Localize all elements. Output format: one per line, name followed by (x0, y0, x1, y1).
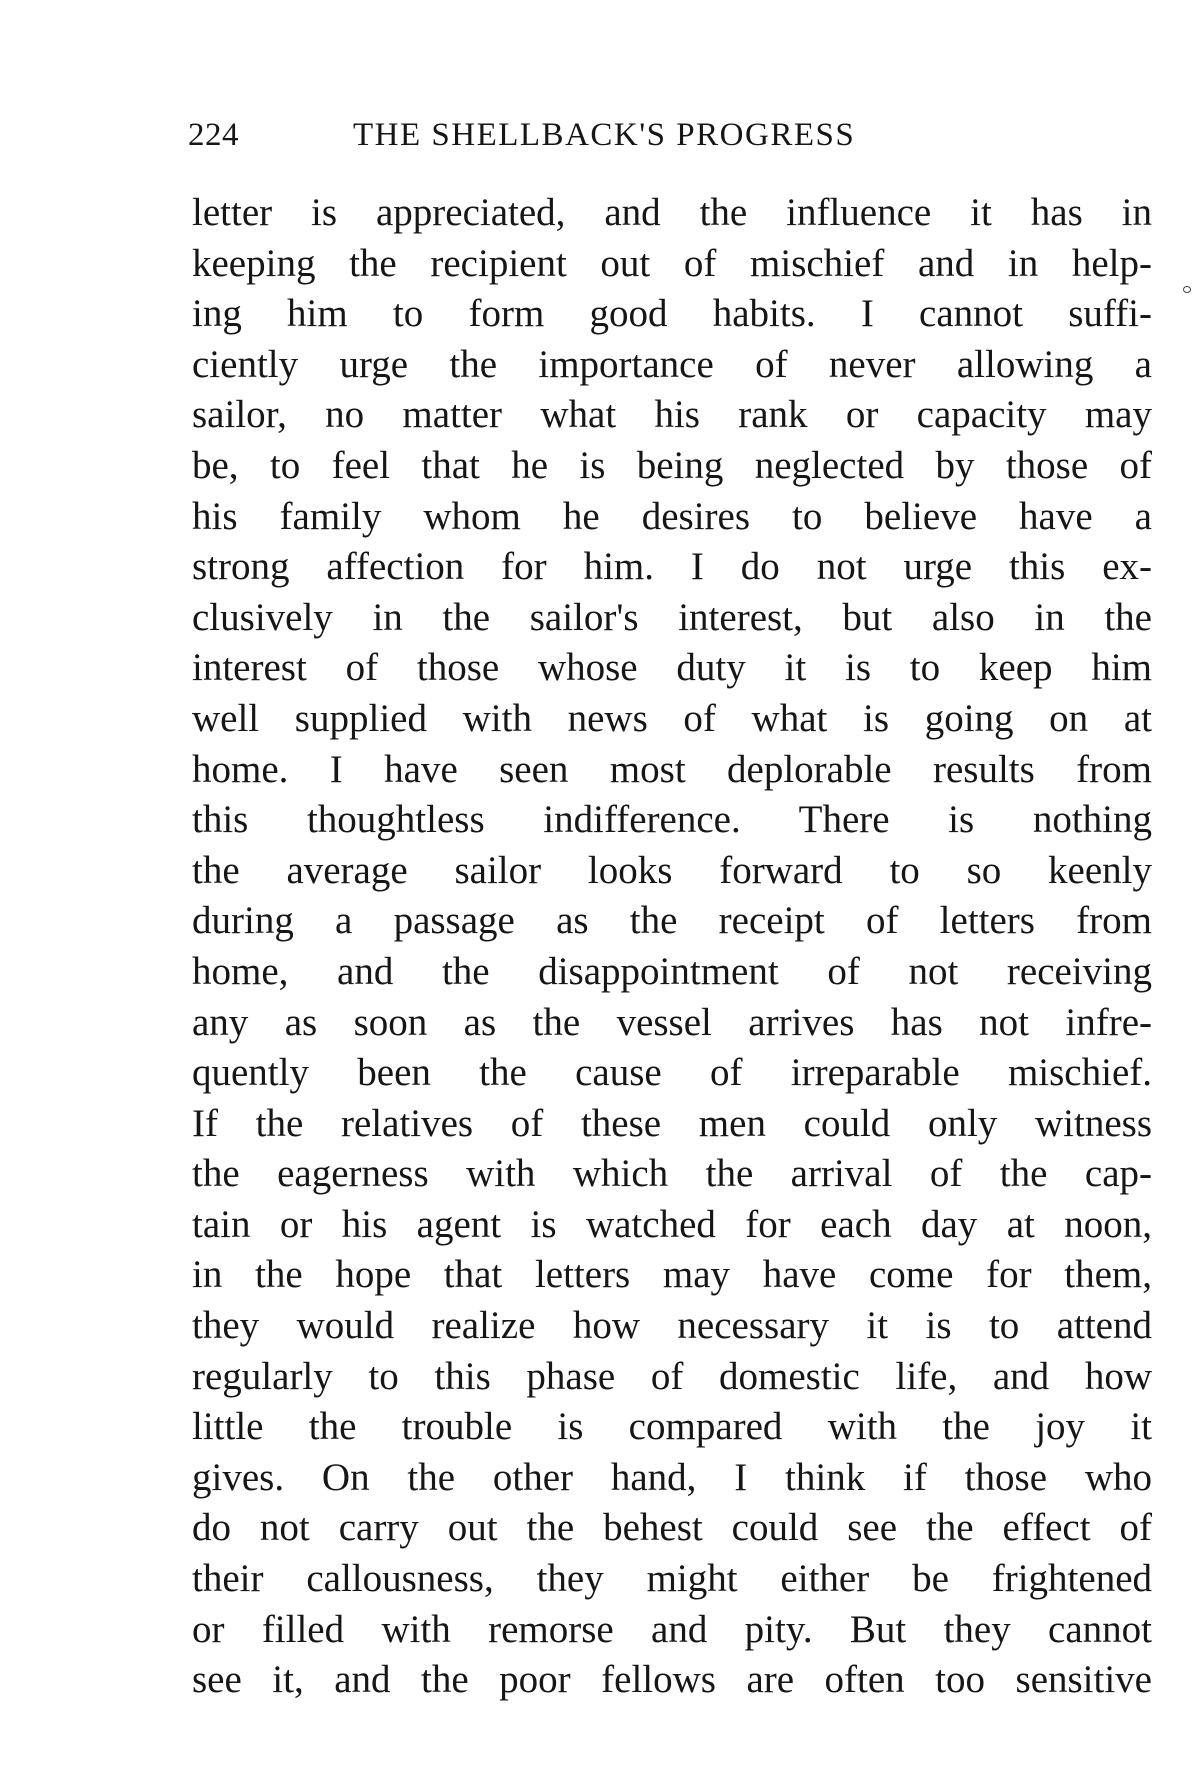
text-line-20: the eagerness with which the arrival of the cap- (192, 1152, 1152, 1196)
text-line-26: gives. On the other hand, I think if those who (192, 1455, 1152, 1499)
running-head (188, 112, 1148, 158)
text-line-2: keeping the recipient out of mischief and in help- (192, 241, 1152, 285)
text-line-7: his family whom he desires to believe have a (192, 494, 1152, 538)
text-line-8: strong affection for him. I do not urge this ex- (192, 545, 1152, 589)
text-line-5: sailor, no matter what his rank or capacity may (192, 393, 1152, 437)
text-line-16: home, and the disappointment of not receiving (192, 949, 1152, 993)
text-line-29: or filled with remorse and pity. But they cannot (192, 1607, 1152, 1651)
text-line-25: little the trouble is compared with the joy it (192, 1405, 1152, 1449)
text-line-11: well supplied with news of what is going on at (192, 696, 1152, 740)
text-line-15: during a passage as the receipt of letters from (192, 899, 1152, 943)
text-line-10: interest of those whose duty it is to keep him (192, 646, 1152, 690)
text-line-28: their callousness, they might either be frightened (192, 1557, 1152, 1601)
text-line-30: see it, and the poor fellows are often too sensitive (192, 1658, 1152, 1702)
text-line-23: they would realize how necessary it is to attend (192, 1304, 1152, 1348)
text-line-1: letter is appreciated, and the influence it has in (192, 191, 1152, 234)
text-line-3: ing him to form good habits. I cannot suffi- (192, 292, 1152, 336)
text-line-9: clusively in the sailor's interest, but also in the (192, 595, 1152, 639)
text-line-21: tain or his agent is watched for each day at noon, (192, 1202, 1152, 1246)
text-line-13: this thoughtless indifference. There is nothing (192, 798, 1152, 842)
text-line-14: the average sailor looks forward to so keenly (192, 848, 1152, 892)
print-speck (1183, 286, 1191, 293)
text-line-27: do not carry out the behest could see the effect of (192, 1506, 1152, 1550)
text-line-19: If the relatives of these men could only witness (192, 1101, 1152, 1145)
text-line-18: quently been the cause of irreparable mischief. (192, 1051, 1152, 1095)
running-title: THE SHELLBACK'S PROGRESS (353, 117, 856, 153)
text-line-6: be, to feel that he is being neglected by those of (192, 443, 1152, 487)
body-text (192, 188, 1152, 1706)
page-number: 224 (188, 117, 239, 153)
text-line-17: any as soon as the vessel arrives has not infre- (192, 1000, 1152, 1044)
text-line-12: home. I have seen most deplorable results from (192, 747, 1152, 791)
text-line-4: ciently urge the importance of never allowing a (192, 342, 1152, 386)
text-line-24: regularly to this phase of domestic life, and how (192, 1354, 1152, 1398)
text-line-22: in the hope that letters may have come for them, (192, 1253, 1152, 1297)
